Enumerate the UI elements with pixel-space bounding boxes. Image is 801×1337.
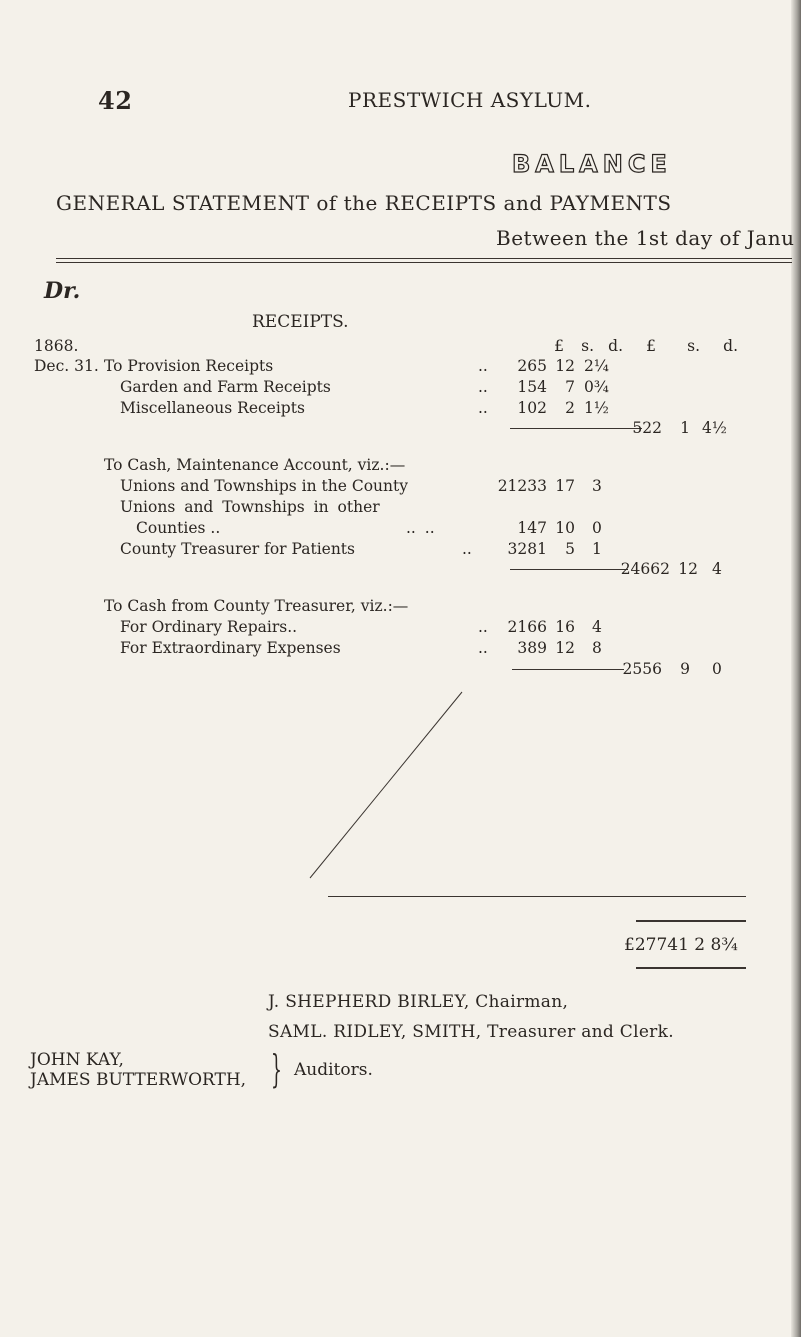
grand-total: £27741 2 8¾	[624, 935, 738, 955]
receipt-pence: 3	[592, 477, 602, 495]
receipt-label: For Ordinary Repairs..	[120, 618, 298, 636]
subtotal-pounds: 522	[632, 419, 662, 437]
receipt-shillings: 10	[555, 519, 575, 537]
receipt-pounds: 2166	[507, 618, 547, 636]
total-rule-top	[328, 896, 746, 897]
subtotal-shillings: 12	[678, 560, 698, 578]
auditors-brace: }	[271, 1047, 282, 1091]
header-pounds-1: £	[554, 337, 564, 355]
receipt-leader: ..	[478, 378, 488, 396]
receipt-pounds: 102	[517, 399, 547, 417]
subtotal-rule	[510, 569, 628, 570]
receipt-leader: ..	[462, 540, 472, 558]
receipt-label: To Provision Receipts	[104, 357, 274, 375]
receipt-label: Miscellaneous Receipts	[120, 399, 305, 417]
subtotal-pounds: 24662	[620, 560, 670, 578]
auditor-name: JAMES BUTTERWORTH,	[30, 1070, 247, 1090]
receipt-label: Unions and Townships in other	[120, 498, 380, 516]
date-range-line: Between the 1st day of Janu	[496, 226, 795, 250]
balance-title: BALANCE	[512, 150, 672, 178]
receipt-shillings: 12	[555, 639, 575, 657]
page-edge	[791, 0, 801, 1337]
auditor-name: JOHN KAY,	[30, 1050, 124, 1070]
subtotal-pence: 4	[712, 560, 722, 578]
subtotal-shillings: 9	[680, 660, 690, 678]
header-pence-2: d.	[723, 337, 738, 355]
receipt-shillings: 16	[555, 618, 575, 636]
receipt-leader: ..	[478, 357, 488, 375]
receipt-label: Counties ..	[136, 519, 221, 537]
running-title: PRESTWICH ASYLUM.	[348, 88, 592, 112]
header-shillings-2: s.	[687, 337, 700, 355]
page-number: 42	[98, 86, 133, 115]
header-shillings-1: s.	[581, 337, 594, 355]
receipt-shillings: 5	[565, 540, 575, 558]
subtotal-shillings: 1	[680, 419, 690, 437]
general-statement-title: GENERAL STATEMENT of the RECEIPTS and PAYMENTS	[56, 191, 672, 215]
receipt-label: For Extraordinary Expenses	[120, 639, 341, 657]
receipt-shillings: 7	[565, 378, 575, 396]
receipt-pounds: 389	[517, 639, 547, 657]
title-rule-1	[56, 258, 792, 259]
auditors-label: Auditors.	[294, 1060, 373, 1080]
group-intro: To Cash, Maintenance Account, viz.:—	[104, 456, 406, 474]
total-rule-lower	[636, 967, 746, 969]
receipt-label: Garden and Farm Receipts	[120, 378, 331, 396]
receipt-pence: 1½	[584, 399, 609, 417]
receipt-leader: .. ..	[406, 519, 435, 537]
subtotal-pounds: 2556	[622, 660, 662, 678]
header-pounds-2: £	[646, 337, 656, 355]
group-intro: To Cash from County Treasurer, viz.:—	[104, 597, 409, 615]
receipt-pounds: 21233	[497, 477, 547, 495]
receipt-pounds: 147	[517, 519, 547, 537]
date-label: Dec. 31.	[34, 357, 99, 375]
dr-label: Dr.	[44, 278, 81, 304]
total-rule-upper	[636, 920, 746, 922]
receipt-pence: 0¾	[584, 378, 609, 396]
receipt-leader: ..	[478, 639, 488, 657]
receipt-pounds: 3281	[507, 540, 547, 558]
receipt-shillings: 2	[565, 399, 575, 417]
receipt-pence: 0	[592, 519, 602, 537]
treasurer-signature: SAML. RIDLEY, SMITH, Treasurer and Clerk.	[268, 1022, 674, 1042]
receipt-shillings: 17	[555, 477, 575, 495]
receipt-leader: ..	[478, 399, 488, 417]
receipts-heading: RECEIPTS.	[252, 312, 349, 332]
subtotal-rule	[512, 669, 624, 670]
year-label: 1868.	[34, 337, 79, 355]
receipt-shillings: 12	[555, 357, 575, 375]
receipt-pounds: 265	[517, 357, 547, 375]
title-rule-2	[56, 262, 792, 263]
receipt-pence: 8	[592, 639, 602, 657]
receipt-pence: 4	[592, 618, 602, 636]
diagonal-cancel-line	[300, 688, 470, 888]
subtotal-pence: 0	[712, 660, 722, 678]
receipt-label: County Treasurer for Patients	[120, 540, 355, 558]
receipt-leader: ..	[478, 618, 488, 636]
receipt-pence: 1	[592, 540, 602, 558]
chairman-signature: J. SHEPHERD BIRLEY, Chairman,	[268, 992, 569, 1012]
subtotal-pence: 4½	[702, 419, 727, 437]
receipt-pounds: 154	[517, 378, 547, 396]
receipt-label: Unions and Townships in the County	[120, 477, 409, 495]
header-pence-1: d.	[608, 337, 623, 355]
receipt-pence: 2¼	[584, 357, 609, 375]
